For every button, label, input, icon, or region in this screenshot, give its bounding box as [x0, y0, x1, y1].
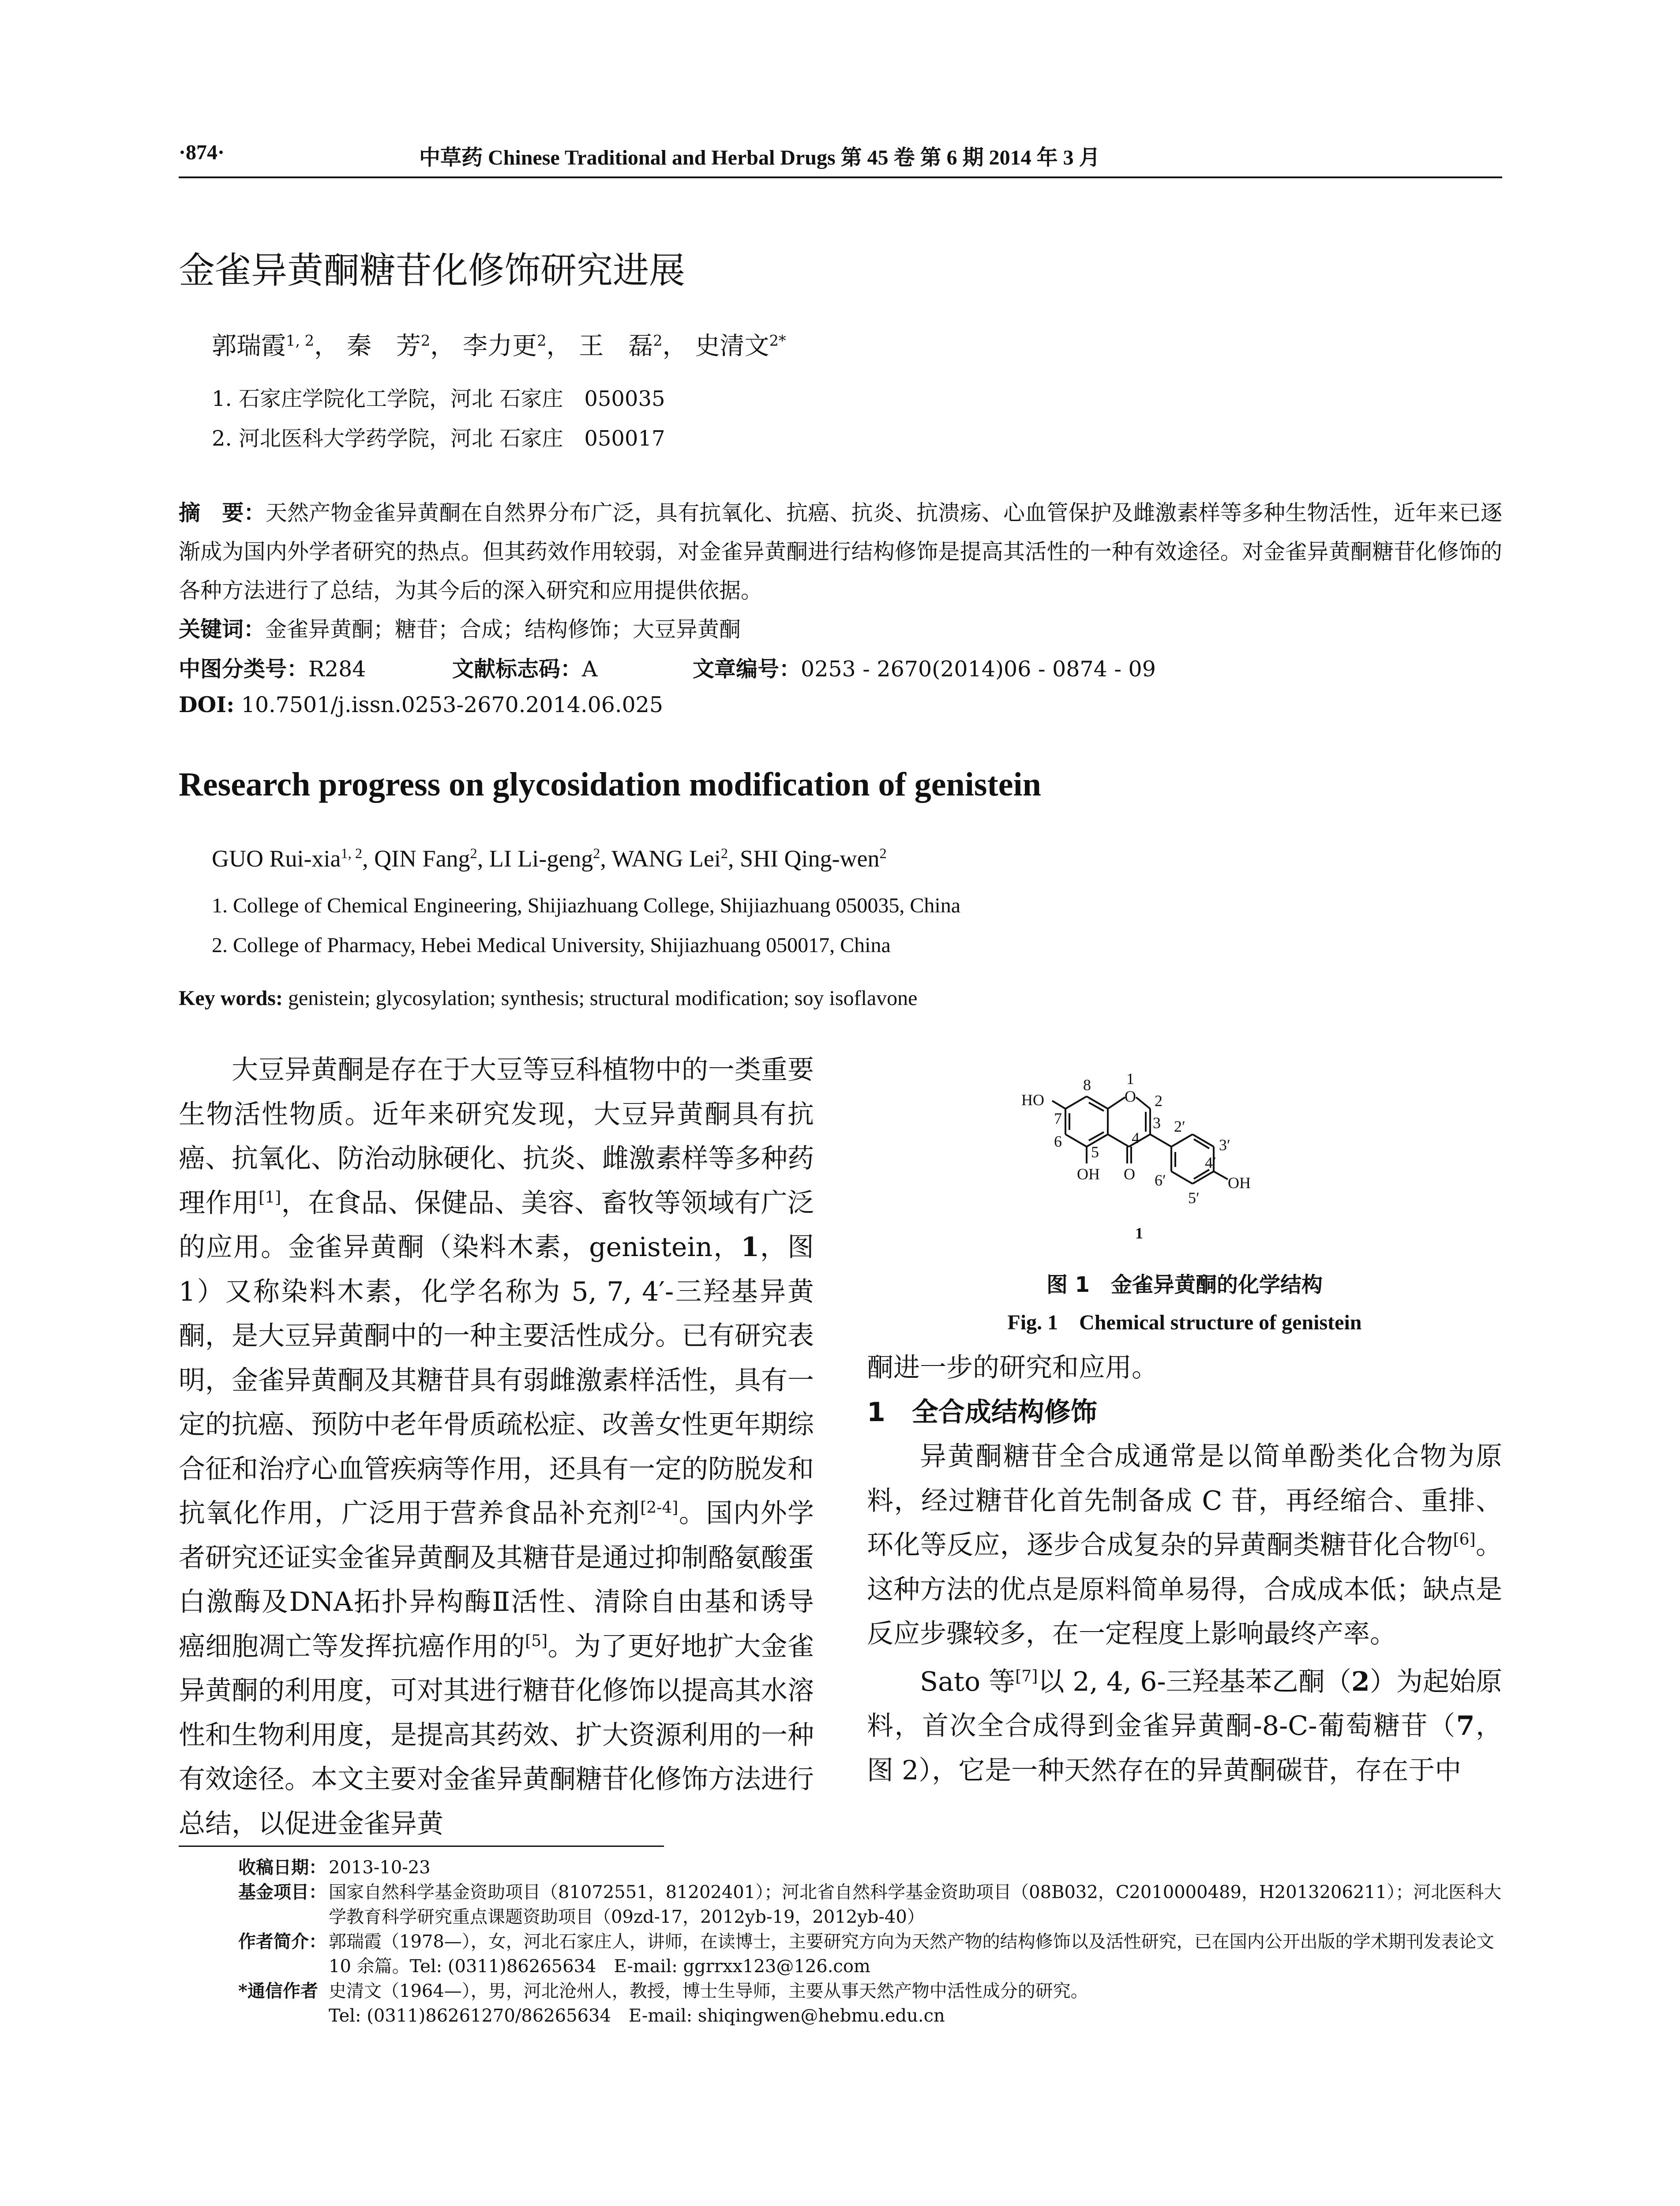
author-name: 秦 芳	[346, 332, 421, 360]
author-name: SHI Qing-wen	[740, 845, 880, 872]
footnote-fund	[238, 1880, 1502, 1929]
compound-number: 2	[1351, 1666, 1370, 1697]
en-title: Research progress on glycosidation modification of genistein	[179, 766, 1041, 803]
author-name: 王 磊	[579, 332, 653, 360]
genistein-structure	[867, 1048, 1502, 1295]
label-8: 8	[1083, 1076, 1091, 1094]
en-keywords	[179, 986, 917, 1010]
author-affil: 2	[420, 332, 431, 349]
header-rule	[179, 176, 1502, 178]
label-ho: HO	[1021, 1091, 1044, 1109]
text-run: 异黄酮糖苷全合成通常是以简单酚类化合物为原料，经过糖苷化首先制备成 C 苷，再经缩合、重排、环化等反应，逐步合成复杂的异黄酮类糖苷化合物	[867, 1441, 1502, 1561]
footnotes	[238, 1855, 1502, 2028]
abstract-text: 天然产物金雀异黄酮在自然界分布广泛，具有抗氧化、抗癌、抗炎、抗溃疡、心血管保护及雌激素样等多种生物活性，近年来已逐渐成为国内外学者研究的热点。但其药效作用较弱，对金雀异黄酮进行结构修饰是提高其活性的一种有效途径。对金雀异黄酮糖苷化修饰的各种方法进行了总结，为其今后的深入研究和应用提供依据。	[179, 500, 1502, 603]
label-5: 5	[1091, 1143, 1099, 1161]
label-keto-o: O	[1124, 1165, 1135, 1183]
doc-code-label: 文献标志码：	[452, 656, 582, 682]
footnote-rule	[179, 1846, 664, 1847]
label-3: 3	[1153, 1114, 1161, 1132]
footnote-author	[238, 1929, 1502, 1979]
abstract-label: 摘 要：	[179, 500, 266, 525]
label-oh-5: OH	[1077, 1165, 1100, 1183]
en-keywords-text: genistein; glycosylation; synthesis; structural modification; soy isoflavone	[288, 987, 918, 1010]
doi-value: 10.7501/j.issn.0253-2670.2014.06.025	[241, 692, 664, 717]
clc-value: R284	[308, 657, 366, 682]
running-header	[179, 140, 1502, 176]
author-affil: 2*	[769, 332, 786, 349]
compound-number: 1	[741, 1232, 759, 1263]
document-code	[452, 652, 597, 683]
author-name: 李力更	[463, 332, 537, 360]
citation: [1]	[259, 1188, 281, 1207]
text-run: 。国内外学者研究还证实金雀异黄酮及其糖苷是通过抑制酪氨酸蛋白激酶及DNA拓扑异构酶Ⅱ活性、清除自由基和诱导癌细胞凋亡等发挥抗癌作用的	[179, 1498, 814, 1662]
en-affiliation-2: 2. College of Pharmacy, Hebei Medical University, Shijiazhuang 050017, China	[212, 934, 891, 957]
author-affil: 2	[470, 846, 477, 862]
article-no-label: 文章编号：	[693, 656, 801, 682]
section-heading: 1 全合成结构修饰	[867, 1396, 1097, 1428]
figure-1	[867, 1048, 1502, 1295]
label-6p: 6′	[1155, 1171, 1166, 1189]
en-authors: GUO Rui-xia$^{1, 2}$, QIN Fang$^2$, LI Li-geng$^2$, WANG Lei$^2$, SHI Qing-wen$^2$	[212, 845, 887, 872]
label-ring-o: O	[1125, 1088, 1136, 1105]
page-number: ·874·	[179, 141, 225, 164]
label-1: 1	[1126, 1070, 1134, 1088]
received-date: 2013-10-23	[329, 1857, 431, 1878]
author-affil: 2	[537, 332, 547, 349]
doi	[179, 692, 663, 717]
compound-number: 7	[1456, 1711, 1475, 1741]
doi-label: DOI:	[179, 692, 235, 717]
corresponding-label: *通信作者	[238, 1981, 318, 2001]
text-run: Sato 等	[920, 1666, 1016, 1697]
citation: [5]	[525, 1632, 548, 1650]
author-name: 郭瑞霞	[212, 332, 286, 360]
label-3p: 3′	[1219, 1136, 1230, 1154]
text-run: ）为起始原料，首次全合成得到金雀异黄酮-8-C-葡萄糖苷（	[867, 1666, 1503, 1741]
label-4: 4	[1132, 1129, 1140, 1147]
label-2p: 2′	[1174, 1118, 1185, 1135]
body-paragraph	[867, 1660, 1502, 1793]
article-no-value: 0253 - 2670(2014)06 - 0874 - 09	[801, 657, 1156, 682]
footnote-corresponding	[238, 1979, 1502, 2028]
figure-caption-en: Fig. 1 Chemical structure of genistein	[1007, 1311, 1362, 1334]
fund-text: 国家自然科学基金资助项目（81072551，81202401）；河北省自然科学基金资助项目（08B032，C2010000489，H2013206211）；河北医科大学教育科学研究重点课题资助项目（09zd-17，2012yb-19，2012yb-40）	[329, 1882, 1502, 1927]
en-affiliation-1: 1. College of Chemical Engineering, Shijiazhuang College, Shijiazhuang 050035, China	[212, 894, 960, 917]
citation: [2-4]	[640, 1499, 679, 1517]
label-7: 7	[1054, 1110, 1062, 1127]
keywords-text: 金雀异黄酮；糖苷；合成；结构修饰；大豆异黄酮	[265, 617, 741, 642]
doc-code-value: A	[582, 657, 598, 682]
text-run: 以 2, 4, 6-三羟基苯乙酮（	[1038, 1666, 1352, 1697]
footnote-received	[238, 1855, 1502, 1880]
citation: [6]	[1453, 1531, 1476, 1549]
fund-label: 基金项目：	[238, 1882, 326, 1902]
cn-abstract	[179, 493, 1502, 610]
cn-keywords	[179, 612, 741, 643]
author-name: WANG Lei	[611, 845, 721, 872]
text-run: 。这种方法的优点是原料简单易得，合成成本低；缺点是反应步骤较多，在一定程度上影响最终产率。	[867, 1530, 1503, 1649]
label-6: 6	[1054, 1133, 1062, 1150]
author-affil: 2	[720, 846, 728, 862]
en-keywords-label: Key words:	[179, 987, 283, 1010]
author-name: 史清文	[695, 332, 769, 360]
keywords-label: 关键词：	[179, 616, 266, 642]
author-affil: 1, 2	[341, 846, 363, 862]
compound-label: 1	[1135, 1224, 1143, 1242]
text-run: 大豆异黄酮是存在于大豆等豆科植物中的一类重要生物活性物质。近年来研究发现，大豆异黄酮具有抗癌、抗氧化、防治动脉硬化、抗炎、雌激素样等多种药理作用	[179, 1054, 814, 1219]
citation: [7]	[1015, 1667, 1038, 1685]
label-4p: 4′	[1205, 1154, 1216, 1171]
clc-label: 中图分类号：	[179, 656, 309, 682]
author-name: LI Li-geng	[489, 845, 593, 872]
received-label: 收稿日期：	[238, 1857, 326, 1878]
body-paragraph	[179, 1048, 814, 1846]
article-number	[693, 652, 1156, 683]
label-2: 2	[1155, 1092, 1162, 1110]
body-column-left	[179, 1048, 814, 1846]
cn-affiliation-2: 2. 河北医科大学药学院，河北 石家庄 050017	[212, 426, 665, 451]
author-bio-label: 作者简介：	[238, 1931, 326, 1952]
cn-authors: 郭瑞霞$^{1, 2}$， 秦 芳$^2$， 李力更$^2$， 王 磊$^2$， 史清文$^{2*}$	[212, 332, 786, 360]
figure-caption-cn: 图 1 金雀异黄酮的化学结构	[1046, 1272, 1323, 1297]
text-run: ，在食品、保健品、美容、畜牧等领域有广泛的应用。金雀异黄酮（染料木素，genistein，	[179, 1187, 814, 1263]
body-paragraph: 酮进一步的研究和应用。	[867, 1352, 1158, 1383]
text-run: ，图 1）又称染料木素，化学名称为 5, 7, 4′-三羟基异黄酮，是大豆异黄酮中的一种主要活性成分。已有研究表明，金雀异黄酮及其糖苷具有弱雌激素样活性，具有一定的抗癌、预防中老年骨质疏松症、改善女性更年期综合征和治疗心血管疾病等作用，还具有一定的防脱发和抗氧化作用，广泛用于营养食品补充剂	[179, 1232, 814, 1529]
author-affil: 1, 2	[286, 332, 315, 349]
text-run: 。为了更好地扩大金雀异黄酮的利用度，可对其进行糖苷化修饰以提高其水溶性和生物利用度，是提高其药效、扩大资源利用的一种有效途径。本文主要对金雀异黄酮糖苷化修饰方法进行总结，以促进金雀异黄	[179, 1631, 814, 1839]
author-affil: 2	[653, 332, 663, 349]
author-affil: 2	[593, 846, 600, 862]
label-5p: 5′	[1188, 1189, 1200, 1207]
author-affil: 2	[879, 846, 887, 862]
cn-affiliation-1: 1. 石家庄学院化工学院，河北 石家庄 050035	[212, 386, 665, 411]
label-oh-4p: OH	[1228, 1174, 1251, 1192]
classification-row	[179, 652, 1502, 687]
author-name: GUO Rui-xia	[212, 845, 341, 872]
body-column-right	[867, 1346, 1502, 1793]
author-bio-text: 郭瑞霞（1978—），女，河北石家庄人，讲师，在读博士，主要研究方向为天然产物的结构修饰以及活性研究，已在国内公开出版的学术期刊发表论文 10 余篇。Tel: (0311)86265634 E-mail: ggrrxx123@126.com	[329, 1932, 1494, 1977]
author-name: QIN Fang	[374, 845, 470, 872]
corresponding-text: 史清文（1964—），男，河北沧州人，教授，博士生导师，主要从事天然产物中活性成分的研究。	[329, 1981, 1088, 2001]
text-run: ，图 2），它是一种天然存在的异黄酮碳苷，存在于中	[867, 1711, 1503, 1786]
clc-code	[179, 652, 366, 683]
corresponding-contact: Tel: (0311)86261270/86265634 E-mail: shiqingwen@hebmu.edu.cn	[329, 2006, 945, 2026]
journal-info: 中草药 Chinese Traditional and Herbal Drugs 第 45 卷 第 6 期 2014 年 3 月	[419, 146, 1100, 169]
body-paragraph	[867, 1434, 1502, 1656]
cn-title: 金雀异黄酮糖苷化修饰研究进展	[179, 250, 686, 292]
